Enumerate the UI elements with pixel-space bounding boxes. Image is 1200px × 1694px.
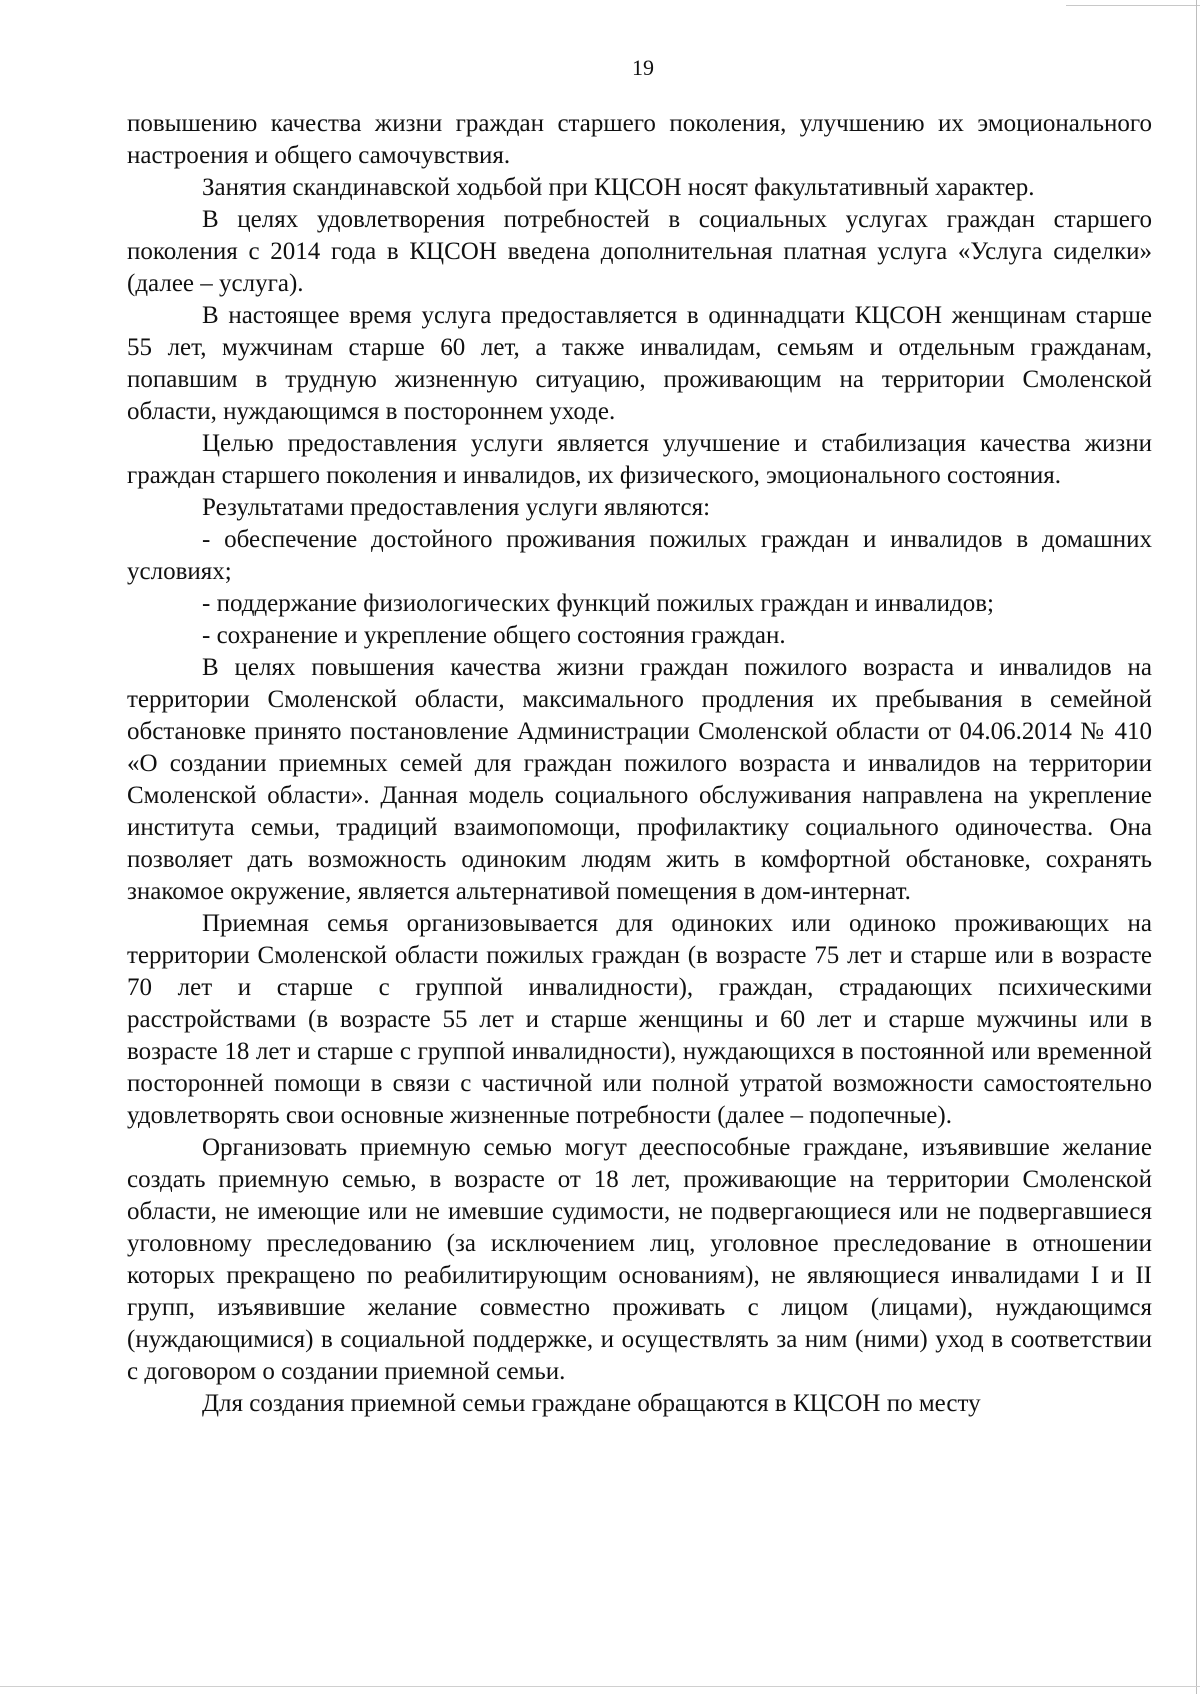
paragraph-service-goal: Целью предоставления услуги является улучшение и стабилизация качества жизни граждан старшего поколения и инвалидов, их физического, эмоционального состояния. xyxy=(127,430,1152,489)
paragraph-continuation: повышению качества жизни граждан старшего поколения, улучшению их эмоционального настроения и общего самочувствия. xyxy=(127,110,1152,169)
list-item-result-3: - сохранение и укрепление общего состояния граждан. xyxy=(202,622,786,649)
list-item-result-2: - поддержание физиологических функций пожилых граждан и инвалидов; xyxy=(202,590,995,617)
paragraph-foster-family-eligibility: Приемная семья организовывается для одиноких или одиноко проживающих на территории Смоленской области пожилых граждан (в возрасте 75 лет и старше или в возрасте 70 лет и старше с группой инвалидности), граждан, страдающих психическими расстройствами (в возрасте 55 лет и старше женщины и 60 лет и старше мужчины или в возрасте 18 лет и старше с группой инвалидности), нуждающихся в постоянной или временной посторонней помощи в связи с частичной или полной утратой возможности самостоятельно удовлетворять свои основные жизненные потребности (далее – подопечные). xyxy=(127,910,1152,1129)
paragraph-foster-family-organizers: Организовать приемную семью могут дееспособные граждане, изъявившие желание создать приемную семью, в возрасте от 18 лет, проживающие на территории Смоленской области, не имеющие или не имевшие судимости, не подвергающиеся или не подвергавшиеся уголовному преследованию (за исключением лиц, уголовное преследование в отношении которых прекращено по реабилитирующим основаниям), не являющиеся инвалидами I и II групп, изъявившие желание совместно проживать с лицом (лицами), нуждающимся (нуждающимися) в социальной поддержке, и осуществлять за ним (ними) уход в соответствии с договором о создании приемной семьи. xyxy=(127,1134,1152,1385)
paragraph-caregiver-service: В целях удовлетворения потребностей в социальных услугах граждан старшего поколения с 2014 года в КЦСОН введена дополнительная платная услуга «Услуга сиделки» (далее – услуга). xyxy=(127,206,1152,297)
paragraph-nordic-walking: Занятия скандинавской ходьбой при КЦСОН носят факультативный характер. xyxy=(202,174,1035,201)
page-number: 19 xyxy=(632,55,654,80)
list-item-result-1: - обеспечение достойного проживания пожилых граждан и инвалидов в домашних условиях; xyxy=(127,526,1152,585)
paragraph-foster-families-decree: В целях повышения качества жизни граждан пожилого возраста и инвалидов на территории Смоленской области, максимального продления их пребывания в семейной обстановке принято постановление Администрации Смоленской области от 04.06.2014 № 410 «О создании приемных семей для граждан пожилого возраста и инвалидов на территории Смоленской области». Данная модель социального обслуживания направлена на укрепление института семьи, традиций взаимопомощи, профилактику социального одиночества. Она позволяет дать возможность одиноким людям жить в комфортной обстановке, сохранять знакомое окружение, является альтернативой помещения в дом-интернат. xyxy=(127,654,1152,905)
paragraph-results-intro: Результатами предоставления услуги являются: xyxy=(202,494,711,521)
paragraph-service-provision: В настоящее время услуга предоставляется в одиннадцати КЦСОН женщинам старше 55 лет, мужчинам старше 60 лет, а также инвалидам, семьям и отдельным гражданам, попавшим в трудную жизненную ситуацию, проживающим на территории Смоленской области, нуждающимся в постороннем уходе. xyxy=(127,302,1152,425)
scan-edge-line-bottom xyxy=(0,1686,1200,1687)
scan-edge-line-right xyxy=(1196,0,1197,1694)
document-body xyxy=(127,108,1152,1420)
paragraph-application: Для создания приемной семьи граждане обращаются в КЦСОН по месту xyxy=(202,1390,981,1417)
scan-edge-line-top xyxy=(1066,5,1200,6)
